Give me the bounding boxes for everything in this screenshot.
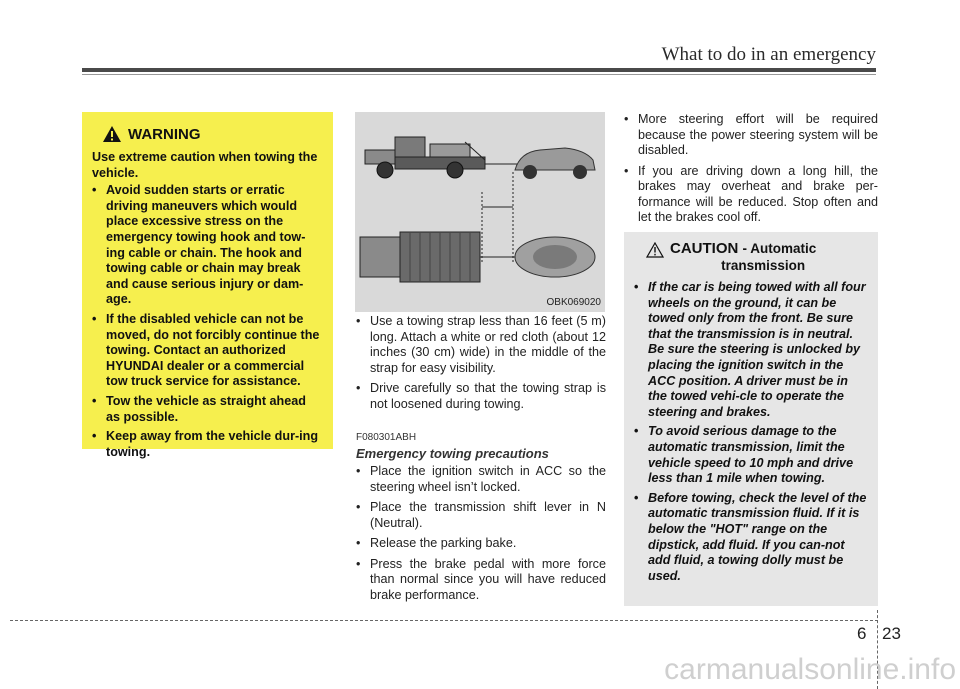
warning-triangle-icon bbox=[102, 125, 122, 143]
figure-label: OBK069020 bbox=[546, 297, 601, 308]
header-rule-thin bbox=[82, 74, 876, 75]
section-code: F080301ABH bbox=[356, 432, 417, 443]
caution-header bbox=[646, 240, 868, 274]
caution-title: CAUTION bbox=[670, 240, 739, 257]
warning-box bbox=[82, 112, 333, 459]
footer-dashed-rule bbox=[10, 620, 878, 621]
watermark: carmanualsonline.info bbox=[664, 653, 956, 686]
list-item: • More steering effort will be required because the power steering system will be disabled. bbox=[624, 112, 878, 159]
middle-column bbox=[356, 314, 606, 608]
caution-heading bbox=[670, 240, 816, 274]
warning-list bbox=[92, 183, 323, 460]
caution-item: • To avoid serious damage to the automatic transmission, limit the vehicle speed to 10 mph and drive less than 1 mile when towing. bbox=[634, 424, 868, 486]
warning-item: • If the disabled vehicle can not be moved, do not forcibly continue the towing. Contact an authorized HYUNDAI dealer or a commercial tow truck service for assistance. bbox=[92, 312, 323, 390]
strap-bullets bbox=[356, 314, 606, 412]
caution-list bbox=[634, 280, 868, 584]
warning-intro: Use extreme caution when towing the vehicle. bbox=[92, 150, 318, 180]
right-column bbox=[624, 112, 878, 231]
warning-title: WARNING bbox=[128, 125, 201, 143]
list-item: • Drive carefully so that the towing strap is not loosened during towing. bbox=[356, 381, 606, 412]
page-chapter: 6 bbox=[857, 624, 867, 643]
section-title: Emergency towing precautions bbox=[356, 446, 549, 461]
precautions-list bbox=[356, 464, 606, 603]
warning-item: • Keep away from the vehicle dur-ing towing. bbox=[92, 429, 323, 460]
list-item: • Use a towing strap less than 16 feet (5 m) long. Attach a white or red cloth (about 12 inches (30 cm) wide) in the middle of the strap for easy visibility. bbox=[356, 314, 606, 376]
list-item: • Release the parking bake. bbox=[356, 536, 606, 552]
warning-header bbox=[102, 122, 323, 146]
caution-subtitle-2: transmission bbox=[721, 258, 806, 273]
header-rule bbox=[82, 68, 876, 72]
tow-truck-top bbox=[360, 232, 480, 282]
page-number: 23 bbox=[882, 624, 901, 643]
list-item: • If you are driving down a long hill, the brakes may overheat and brake per-formance will be reduced. Stop often and let the brakes cool off. bbox=[624, 164, 878, 226]
towing-figure bbox=[355, 112, 605, 312]
header-title: What to do in an emergency bbox=[661, 44, 876, 65]
warning-item: • Avoid sudden starts or erratic driving maneuvers which would place excessive stress on the emergency towing hook and tow-ing cable or chain. The hook and towing cable or chain may break and cause serious injury or dam-age. bbox=[92, 183, 323, 308]
caution-item: • Before towing, check the level of the automatic transmission fluid. If it is below the "HOT" range on the dipstick, add fluid. If you can-not add fluid, a towing dolly must be used. bbox=[634, 491, 868, 585]
caution-subtitle: - Automatic bbox=[742, 241, 817, 256]
warning-item: • Tow the vehicle as straight ahead as possible. bbox=[92, 394, 323, 425]
right-bullets bbox=[624, 112, 878, 226]
caution-item: • If the car is being towed with all four wheels on the ground, it can be towed only from the front. Be sure that the transmission is in neutral. Be sure the steering is unlocked by placing the ignition switch in the ACC position. A driver must be in the towed vehi-cle to operate the steering and brakes. bbox=[634, 280, 868, 420]
caution-triangle-icon bbox=[646, 242, 664, 258]
list-item: • Place the transmission shift lever in N (Neutral). bbox=[356, 500, 606, 531]
list-item: • Press the brake pedal with more force than normal since you will have reduced brake performance. bbox=[356, 557, 606, 604]
list-item: • Place the ignition switch in ACC so the steering wheel isn’t locked. bbox=[356, 464, 606, 495]
caution-box bbox=[624, 232, 878, 606]
towing-illustration bbox=[355, 112, 605, 312]
